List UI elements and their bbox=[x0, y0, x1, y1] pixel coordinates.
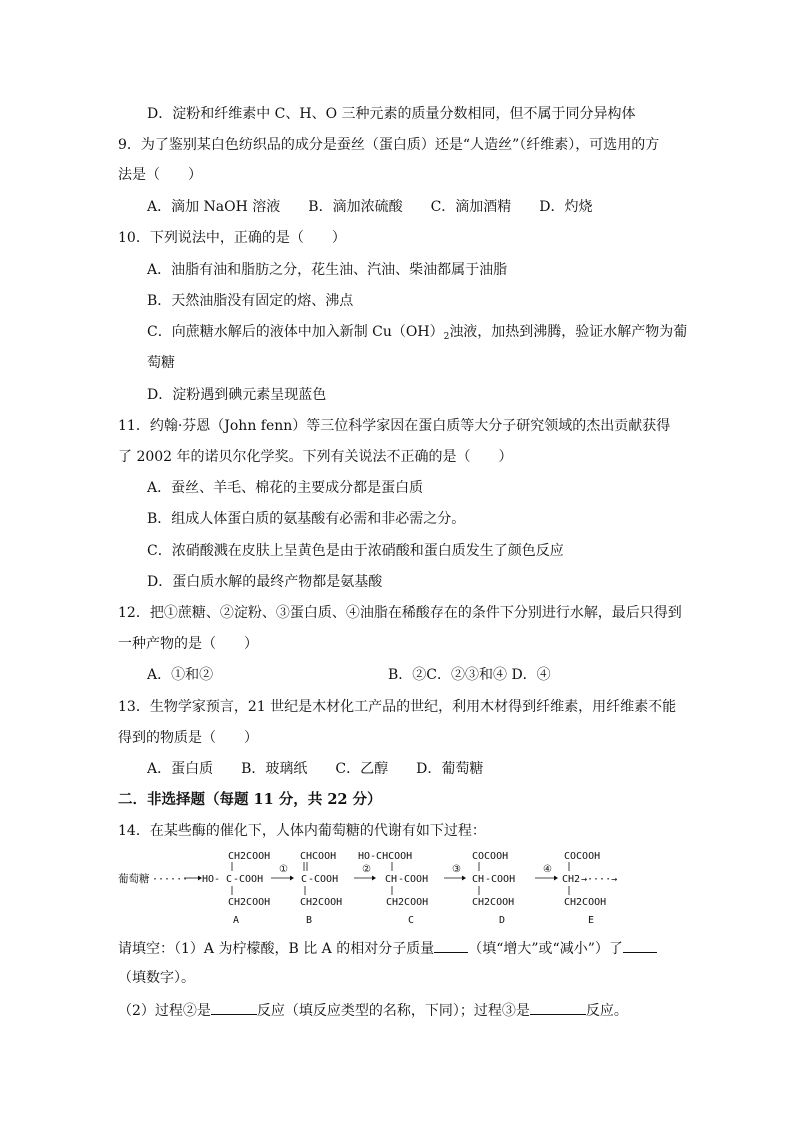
C-mid-c: CH bbox=[385, 874, 398, 885]
q10-c-text-post: 浊液，加热到沸腾，验证水解产物为葡 bbox=[449, 324, 688, 340]
q10-c-subscript: 2 bbox=[443, 332, 450, 342]
q14-fill-line1 bbox=[118, 938, 657, 958]
q8-option-d: D．淀粉和纤维素中 C、H、O 三种元素的质量分数相同，但不属于同分异构体 bbox=[147, 106, 636, 122]
q11-option-d: D．蛋白质水解的最终产物都是氨基酸 bbox=[147, 574, 383, 590]
D-top: COCOOH bbox=[472, 851, 509, 862]
A-top: CH2COOH bbox=[228, 851, 271, 862]
step3: ③ bbox=[452, 864, 461, 875]
E-arrow-dots: →····→ bbox=[581, 874, 618, 885]
A-label: A bbox=[233, 915, 240, 926]
q11-option-a: A．蚕丝、羊毛、棉花的主要成分都是蛋白质 bbox=[147, 480, 424, 496]
q14-fill3-pre: （2）过程②是 bbox=[118, 1003, 211, 1019]
B-bottom: CH2COOH bbox=[300, 897, 343, 908]
q12-option-a: A．①和② bbox=[147, 667, 214, 683]
q10-stem: 10．下列说法中，正确的是（ ） bbox=[118, 230, 346, 246]
dots-1: ······ bbox=[152, 874, 189, 885]
q12-stem-line1: 12．把①蔗糖、②淀粉、③蛋白质、④油脂在稀酸存在的条件下分别进行水解，最后只得到 bbox=[118, 605, 682, 621]
q14-fill-line2: （填数字）。 bbox=[118, 970, 195, 986]
q13-stem-line1: 13．生物学家预言，21 世纪是木材化工产品的世纪，利用木材得到纤维素，用纤维素不能 bbox=[118, 699, 677, 715]
answer-blank-4[interactable] bbox=[530, 1000, 586, 1015]
q12-options-bcd: B．②C．②③和④ D．④ bbox=[388, 667, 551, 683]
arrow-3-head bbox=[462, 876, 466, 881]
D-label: D bbox=[499, 915, 506, 926]
metabolism-scheme bbox=[118, 846, 638, 926]
q10-option-d: D．淀粉遇到碘元素呈现蓝色 bbox=[147, 387, 327, 403]
step2: ② bbox=[362, 864, 371, 875]
q14-stem: 14．在某些酶的催化下，人体内葡萄糖的代谢有如下过程： bbox=[118, 823, 486, 839]
q9-stem-line1: 9．为了鉴别某白色纺织品的成分是蚕丝（蛋白质）还是“人造丝”（纤维素），可选用的方 bbox=[118, 137, 660, 153]
answer-blank-1[interactable] bbox=[434, 938, 468, 953]
q13-options: A．蛋白质 B．玻璃纸 C．乙醇 D．葡萄糖 bbox=[147, 761, 484, 777]
q14-fill1-pre: 请填空：（1）A 为柠檬酸，B 比 A 的相对分子质量 bbox=[118, 941, 435, 957]
arrow-1-head bbox=[290, 876, 294, 881]
q11-option-c: C．浓硝酸溅在皮肤上呈黄色是由于浓硝酸和蛋白质发生了颜色反应 bbox=[147, 543, 564, 559]
q11-option-b: B．组成人体蛋白质的氨基酸有必需和非必需之分。 bbox=[147, 511, 466, 527]
q14-fill3-mid: 反应（填反应类型的名称，下同）；过程③是 bbox=[256, 1003, 530, 1019]
q11-stem-line1: 11．约翰·芬恩（John fenn）等三位科学家因在蛋白质等大分子研究领域的杰出贡献获得 bbox=[118, 418, 671, 434]
q10-option-c-line1 bbox=[147, 323, 687, 346]
step4: ④ bbox=[543, 864, 552, 875]
D-bottom: CH2COOH bbox=[472, 897, 515, 908]
arrow-2-head bbox=[372, 876, 376, 881]
C-label: C bbox=[408, 915, 415, 926]
q10-c-text-pre: C．向蔗糖水解后的液体中加入新制 Cu（OH） bbox=[147, 324, 444, 340]
q11-stem-line2: 了 2002 年的诺贝尔化学奖。下列有关说法不正确的是（ ） bbox=[118, 449, 513, 465]
q13-stem-line2: 得到的物质是（ ） bbox=[118, 730, 258, 746]
answer-blank-2[interactable] bbox=[623, 938, 657, 953]
D-mid-c: CH bbox=[472, 874, 485, 885]
C-bottom: CH2COOH bbox=[386, 897, 429, 908]
arrow-4-head bbox=[554, 876, 558, 881]
answer-blank-3[interactable] bbox=[211, 1000, 257, 1015]
q12-stem-line2: 一种产物的是（ ） bbox=[118, 636, 258, 652]
E-top: COCOOH bbox=[564, 851, 601, 862]
B-label: B bbox=[306, 915, 313, 926]
glucose-label: 葡萄糖 bbox=[118, 873, 150, 885]
step1: ① bbox=[279, 864, 288, 875]
C-top: HO-CHCOOH bbox=[358, 851, 413, 862]
E-mid-c: CH2 bbox=[562, 874, 581, 885]
q14-fill-line3 bbox=[118, 1000, 628, 1020]
A-mid-c: C bbox=[226, 874, 233, 885]
B-mid-c: C bbox=[301, 874, 308, 885]
q14-fill1-mid: （填“增大”或“减小”）了 bbox=[468, 941, 623, 957]
C-mid-right: -COOH bbox=[398, 874, 429, 885]
q14-fill3-post: 反应。 bbox=[585, 1003, 628, 1019]
A-mid-left: HO- bbox=[202, 874, 221, 885]
E-bottom: CH2COOH bbox=[564, 897, 607, 908]
D-mid-right: -COOH bbox=[485, 874, 516, 885]
q10-option-b: B．天然油脂没有固定的熔、沸点 bbox=[147, 293, 354, 309]
q10-option-a: A．油脂有油和脂肪之分，花生油、汽油、柴油都属于油脂 bbox=[147, 262, 508, 278]
section-heading: 二．非选择题（每题 11 分，共 22 分） bbox=[118, 791, 382, 808]
q9-options: A．滴加 NaOH 溶液 B．滴加浓硫酸 C．滴加酒精 D．灼烧 bbox=[147, 199, 593, 215]
E-label: E bbox=[588, 915, 595, 926]
B-top: CHCOOH bbox=[300, 851, 337, 862]
A-mid-right: -COOH bbox=[233, 874, 264, 885]
q9-stem-line2: 法是（ ） bbox=[118, 167, 202, 183]
A-bottom: CH2COOH bbox=[228, 897, 271, 908]
B-mid-right: -COOH bbox=[308, 874, 339, 885]
q10-option-c-line2: 萄糖 bbox=[147, 355, 175, 371]
